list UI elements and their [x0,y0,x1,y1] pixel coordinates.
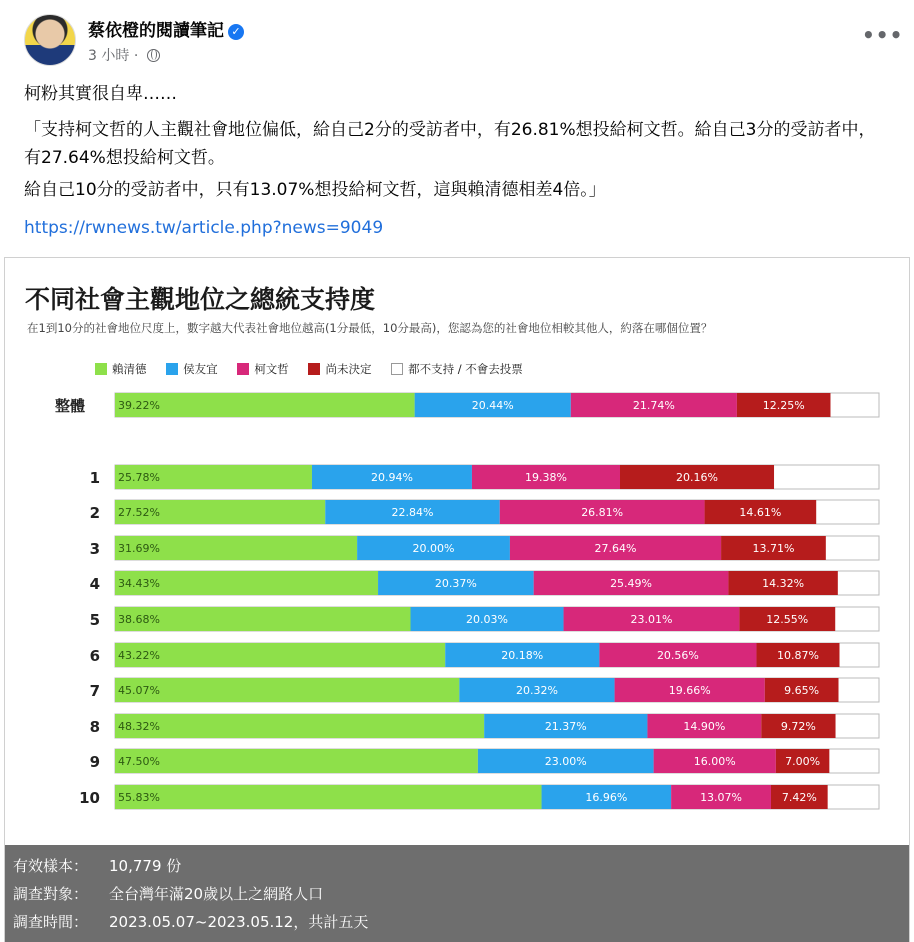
post-text-quote-end: 給自己10分的受訪者中，只有13.07%想投給柯文哲，這與賴清德相差4倍。」 [24,180,606,200]
data-label: 19.66% [668,684,711,697]
post-image[interactable] [4,257,910,942]
category-label: 10 [79,789,100,807]
globe-icon [147,49,160,62]
data-label: 55.83% [118,791,160,804]
data-label: 13.07% [700,791,743,804]
data-label: 10.87% [777,649,819,662]
data-label: 34.43% [118,577,160,590]
target-value: 全台灣年滿20歲以上之網路人口 [109,885,324,903]
post-time[interactable]: 3 小時 [88,48,130,64]
data-label: 25.49% [610,577,653,590]
data-label: 20.16% [676,471,718,484]
category-label: 1 [89,469,100,487]
footer-row-target [13,883,323,904]
data-label: 12.25% [762,399,805,412]
post-header [24,14,904,66]
article-link[interactable]: https://rwnews.tw/article.php?news=9049 [24,218,384,238]
data-label: 7.00% [785,755,821,768]
data-label: 19.38% [524,471,567,484]
footer-row-sample [13,855,181,876]
category-label: 6 [89,647,100,665]
data-label: 21.37% [544,720,587,733]
data-label: 23.00% [544,755,587,768]
sample-label: 有效樣本： [13,857,89,875]
category-label: 4 [89,575,100,593]
data-label: 20.18% [501,649,544,662]
period-value: 2023.05.07~2023.05.12，共計五天 [109,913,369,931]
data-label: 14.90% [683,720,726,733]
data-label: 9.65% [784,684,820,697]
category-label: 9 [89,753,100,771]
data-label: 39.22% [118,399,160,412]
target-label: 調查對象： [13,885,89,903]
data-label: 27.64% [594,542,637,555]
data-label: 14.61% [739,506,782,519]
legend-label: 柯文哲 [254,362,289,376]
data-label: 20.44% [471,399,514,412]
post-text-quote: 「支持柯文哲的人主觀社會地位偏低，給自己2分的受訪者中，有26.81%想投給柯文哲。給自己3分的受訪者中，有27.64%想投給柯文哲。 [24,120,876,168]
data-label: 9.72% [780,720,816,733]
more-options-button[interactable]: ••• [862,23,904,47]
post-meta [88,45,160,65]
data-label: 20.32% [515,684,558,697]
data-label: 12.55% [766,613,809,626]
data-label: 45.07% [118,684,160,697]
period-label: 調查時間： [13,913,89,931]
data-label: 16.96% [585,791,628,804]
chart-subtitle: 在1到10分的社會地位尺度上，數字越大代表社會地位越高(1分最低，10分最高)，您認為您的社會地位相較其他人，約落在哪個位置？ [27,321,713,335]
category-label: 整體 [54,397,85,415]
footer-row-period [13,911,368,932]
author-name-wrap [88,16,244,41]
post-text-line: 柯粉其實很自卑…… [24,84,177,104]
bar-segment [115,749,478,773]
survey-footer [5,845,909,942]
category-label: 3 [89,540,100,558]
data-label: 20.37% [434,577,477,590]
data-label: 48.32% [118,720,160,733]
data-label: 13.71% [752,542,795,555]
data-label: 7.42% [781,791,817,804]
legend-label: 尚未決定 [325,362,372,376]
data-label: 20.03% [466,613,509,626]
data-label: 38.68% [118,613,160,626]
chart-title: 不同社會主觀地位之總統支持度 [25,285,376,314]
data-label: 26.81% [581,506,624,519]
verified-badge-icon: ✓ [228,24,244,40]
category-label: 2 [89,504,100,522]
legend-label: 侯友宜 [183,362,218,376]
avatar[interactable] [24,14,76,66]
bar-segment [115,678,459,702]
data-label: 14.32% [762,577,805,590]
data-label: 27.52% [118,506,160,519]
data-label: 20.94% [370,471,413,484]
bar-segment [115,714,484,738]
stacked-bar-chart [5,258,909,845]
meta-separator: · [133,48,139,64]
legend-label: 賴清德 [112,362,147,376]
bar-segment [115,785,542,809]
legend-label: 都不支持 / 不會去投票 [408,362,523,376]
data-label: 20.00% [412,542,455,555]
category-label: 5 [89,611,100,629]
category-label: 8 [89,718,100,736]
data-label: 47.50% [118,755,160,768]
bar-segment [115,643,445,667]
author-name[interactable]: 蔡依橙的閱讀筆記 [88,21,224,41]
data-label: 23.01% [630,613,673,626]
data-label: 21.74% [632,399,675,412]
data-label: 20.56% [656,649,699,662]
category-label: 7 [89,682,100,700]
data-label: 22.84% [391,506,434,519]
sample-value: 10,779 份 [109,857,182,875]
data-label: 31.69% [118,542,160,555]
data-label: 25.78% [118,471,160,484]
data-label: 43.22% [118,649,160,662]
data-label: 16.00% [693,755,736,768]
